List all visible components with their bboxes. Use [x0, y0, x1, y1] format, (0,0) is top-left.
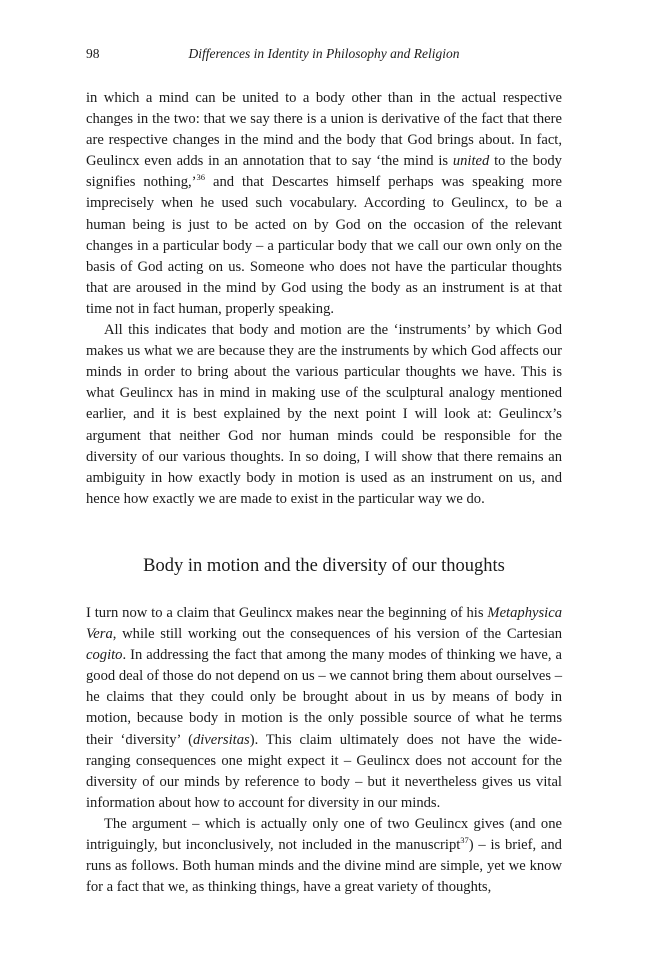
- footnote-ref-36[interactable]: 36: [196, 172, 206, 183]
- body-text-bottom: [86, 603, 562, 898]
- paragraph-1: in which a mind can be united to a body other than in the actual respective changes in the two: that we say there is a union is derivative of the fact that there are respective changes in the mind and the body that God brings about. In fact, Geulincx even adds in an annotation that to say ‘the mind is united to the body signifies nothing,’$^{36}$ and that Descartes himself perhaps was speaking more imprecisely when he used such vocabulary. According to Geulincx, to be a human being is just to be acted on by God on the occasion of the relevant changes in a particular body – a particular body that we call our own only on the basis of God acting on us. Someone who does not have the particular thoughts that are aroused in the mind by God using the body as an instrument is at that time not in fact human, properly speaking.: [86, 90, 562, 317]
- running-title: Differences in Identity in Philosophy and Religion: [188, 46, 460, 61]
- book-title: Metaphysica Vera: [86, 605, 562, 643]
- emphasis: united: [452, 153, 490, 170]
- emphasis: cogito: [86, 647, 123, 664]
- emphasis: diversitas: [192, 731, 250, 748]
- paragraph-2: All this indicates that body and motion are the ‘instruments’ by which God makes us what we are because they are the instruments by which God affects our minds in order to bring about the various particular thoughts we have. This is what Geulincx has in mind in making use of the sculptural analogy mentioned earlier, and it is best explained by the next point I will look at: Geulincx’s argument that neither God nor human minds could be responsible for the diversity of our various thoughts. In so doing, I will show that there remains an ambiguity in how exactly body in motion is used as an instrument on us, and hence how exactly we are made to exist in the particular way we do.: [86, 322, 562, 507]
- body-text-top: [86, 88, 562, 510]
- section-heading: Body in motion and the diversity of our thoughts: [143, 556, 505, 576]
- page-number: 98: [86, 46, 100, 61]
- footnote-ref-37[interactable]: 37: [460, 835, 469, 846]
- paragraph-4: The argument – which is actually only one of two Geulincx gives (and one intriguingly, but inconclusively, not included in the manuscript$^{37}$) – is brief, and runs as follows. Both human minds and the divine mind are simple, yet we know for a fact that we, as thinking things, have a great variety of thoughts,: [86, 815, 562, 896]
- paragraph-3: I turn now to a claim that Geulincx makes near the beginning of his Metaphysica Vera, while still working out the consequences of his version of the Cartesian cogito. In addressing the fact that among the many modes of thinking we have, a good deal of those do not depend on us – we cannot bring them about ourselves – he claims that they could only be brought about in us by means of body in motion, because body in motion is the only possible source of what he terms their ‘diversity’ (diversitas). This claim ultimately does not have the wide-ranging consequences one might expect it – Geulincx does not account for the diversity of our minds by reference to body – but it nevertheless gives us vital information about how to account for diversity in our minds.: [86, 605, 562, 811]
- page-header: [86, 44, 562, 64]
